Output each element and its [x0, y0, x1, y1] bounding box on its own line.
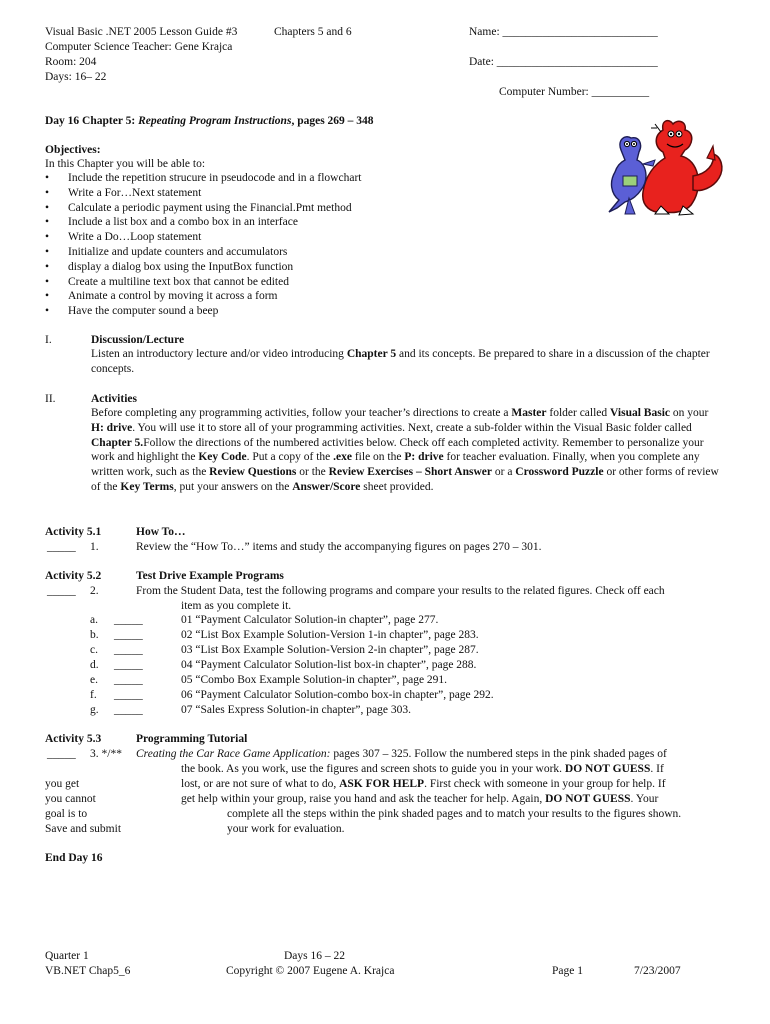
section-2-text	[91, 406, 721, 495]
day-heading	[45, 114, 374, 129]
section-2-part: Review Exercises – Short Answer	[328, 466, 492, 479]
section-2-part: . Put a copy of the	[246, 451, 334, 464]
days-line: Days: 16– 22	[45, 71, 107, 83]
activity-5-3-line5: complete all the steps within the pink shaded pages and to match your results to the figures shown.	[227, 808, 682, 820]
section-1-text	[91, 347, 721, 377]
cartoon-dragons-icon	[603, 116, 728, 218]
section-2-part: , put your answers on the	[173, 480, 293, 493]
activity-5-2-item-a-blank[interactable]: _____	[114, 614, 143, 626]
activity-5-3-line3	[181, 777, 666, 792]
section-2-part: H: drive	[91, 421, 133, 434]
activity-5-2-item-g-text: 07 “Sales Express Solution-in chapter”, page 303.	[181, 704, 411, 716]
activity-5-3-line2	[181, 762, 664, 777]
margin-note: Save and submit	[45, 823, 122, 835]
activity-5-3-line3-a: lost, or are not sure of what to do,	[181, 778, 340, 790]
item-letter: b.	[90, 629, 99, 641]
chapters-label: Chapters 5 and 6	[274, 26, 352, 38]
item-letter: g.	[90, 704, 99, 716]
section-2-part: Key Code	[198, 451, 247, 464]
day-heading-prefix: Day 16 Chapter 5:	[45, 115, 139, 127]
teacher-line: Computer Science Teacher: Gene Krajca	[45, 41, 233, 53]
objective-item: • Include the repetition strucure in pseudocode and in a flowchart	[45, 171, 361, 186]
day-heading-suffix: , pages 269 – 348	[291, 115, 374, 127]
activity-5-3-line4-b: DO NOT GUESS	[545, 793, 631, 805]
red-dragon	[643, 121, 722, 215]
activity-5-3-line1-rest: pages 307 – 325. Follow the numbered steps in the pink shaded pages of	[330, 748, 667, 760]
objective-item: • Have the computer sound a beep	[45, 304, 361, 319]
activity-5-2-item-c-blank[interactable]: _____	[114, 644, 143, 656]
section-2-part: for teacher evaluation. Finally, when you complete any written work, such as the	[91, 451, 700, 479]
section-2-part: P: drive	[404, 451, 444, 464]
section-2-part: folder called	[546, 407, 611, 419]
activity-5-3-label: Activity 5.3	[45, 733, 102, 745]
activity-5-2-label: Activity 5.2	[45, 570, 102, 582]
margin-note: you get	[45, 778, 80, 790]
activity-5-3-line6: your work for evaluation.	[227, 823, 345, 835]
section-2-part: Master	[511, 407, 547, 419]
activity-5-2-checkbox-blank[interactable]: _____	[47, 585, 76, 597]
section-1-text-b: and its concepts. Be prepared to share in a discussion of the chapter concepts.	[91, 348, 710, 375]
objective-item: • Initialize and update counters and accumulators	[45, 245, 361, 260]
activity-5-1-text: Review the “How To…” items and study the accompanying figures on pages 270 – 301.	[136, 541, 542, 553]
footer-days: Days 16 – 22	[284, 950, 346, 962]
footer-copyright: Copyright © 2007 Eugene A. Krajca	[226, 965, 395, 977]
day-heading-italic: Repeating Program Instructions	[138, 115, 292, 127]
section-2-part: on your	[670, 407, 709, 419]
margin-note: goal is to	[45, 808, 88, 820]
activity-5-2-item-f-blank[interactable]: _____	[114, 689, 143, 701]
activity-5-3-line1	[136, 747, 667, 762]
activity-5-2-item-d-text: 04 “Payment Calculator Solution-list box-in chapter”, page 288.	[181, 659, 477, 671]
activity-5-2-text-line1: From the Student Data, test the following programs and compare your results to the related figures. Check off each	[136, 585, 665, 597]
footer-quarter: Quarter 1	[45, 950, 89, 962]
objectives-title: Objectives:	[45, 144, 101, 156]
item-letter: c.	[90, 644, 98, 656]
objective-item: • Calculate a periodic payment using the Financial.Pmt method	[45, 201, 361, 216]
activity-5-2-item-g-blank[interactable]: _____	[114, 704, 143, 716]
section-2-part: Follow the directions of the numbered activities below. Check off each completed activity. Remember to personalize your work and highlight the	[91, 436, 704, 464]
margin-note: you cannot	[45, 793, 96, 805]
footer-file: VB.NET Chap5_6	[45, 965, 131, 977]
activity-5-2-item-b-blank[interactable]: _____	[114, 629, 143, 641]
item-letter: e.	[90, 674, 98, 686]
activity-5-2-item-b	[90, 628, 99, 643]
section-2-part: Chapter 5.	[91, 436, 144, 449]
footer-page: Page 1	[552, 965, 583, 977]
activity-5-2-item-e-text: 05 “Combo Box Example Solution-in chapter”, page 291.	[181, 674, 448, 686]
item-letter: a.	[90, 614, 98, 626]
activity-5-2-item-a-text: 01 “Payment Calculator Solution-in chapter”, page 277.	[181, 614, 439, 626]
section-2-part: or a	[491, 466, 516, 479]
activity-5-2-item-g	[90, 703, 99, 718]
section-2-part: sheet provided.	[360, 480, 434, 493]
objective-item: • Write a For…Next statement	[45, 186, 361, 201]
activity-5-2-item-c	[90, 643, 98, 658]
activity-5-3-line4	[181, 792, 658, 807]
activity-5-2-title: Test Drive Example Programs	[136, 570, 284, 582]
section-2-part: file on the	[351, 451, 405, 464]
objective-item: • Animate a control by moving it across a form	[45, 289, 361, 304]
section-1-text-a: Listen an introductory lecture and/or video introducing	[91, 348, 347, 360]
date-field: Date: ____________________________	[469, 56, 658, 68]
objectives-list	[45, 171, 361, 319]
activity-5-3-line3-c: . First check with someone in your group for help. If	[424, 778, 666, 790]
activity-5-3-italic-intro: Creating the Car Race Game Application:	[136, 748, 331, 760]
section-2-part: . You will use it to store all of your programming activities. Next, create a sub-folder within the Visual Basic folder called	[132, 421, 692, 434]
section-2-part: or the	[296, 466, 329, 479]
activity-5-1-checkbox-blank[interactable]: _____	[47, 541, 76, 553]
objective-item: • display a dialog box using the InputBox function	[45, 260, 361, 275]
section-2-numeral: II.	[45, 393, 56, 405]
end-day-heading: End Day 16	[45, 852, 103, 864]
activity-5-3-title: Programming Tutorial	[136, 733, 248, 745]
objective-item: • Create a multiline text box that cannot be edited	[45, 275, 361, 290]
activity-5-2-number: 2.	[90, 585, 99, 597]
activity-5-2-item-d-blank[interactable]: _____	[114, 659, 143, 671]
activity-5-2-item-e-blank[interactable]: _____	[114, 674, 143, 686]
activity-5-3-line2-c: . If	[650, 763, 664, 775]
footer-date: 7/23/2007	[634, 965, 681, 977]
activity-5-2-item-f-text: 06 “Payment Calculator Solution-combo box-in chapter”, page 292.	[181, 689, 494, 701]
activity-5-3-line2-b: DO NOT GUESS	[564, 763, 651, 775]
objective-item: • Write a Do…Loop statement	[45, 230, 361, 245]
activity-5-3-line4-c: . Your	[630, 793, 659, 805]
name-field: Name: ___________________________	[469, 26, 658, 38]
activity-5-2-text-line2: item as you complete it.	[181, 600, 292, 612]
section-2-part: Review Questions	[209, 466, 297, 479]
activity-5-1-title: How To…	[136, 526, 186, 538]
course-title: Visual Basic .NET 2005 Lesson Guide #3	[45, 26, 238, 38]
section-2-part: or other forms of review of the	[91, 466, 719, 493]
activity-5-2-item-d	[90, 658, 99, 673]
section-2-title: Activities	[91, 393, 137, 405]
activity-5-3-number: 3. */**	[90, 748, 122, 760]
section-1-text-bold: Chapter 5	[346, 348, 397, 360]
section-2-part: Key Terms	[120, 480, 174, 493]
activity-5-3-checkbox-blank[interactable]: _____	[47, 748, 76, 760]
activity-5-3-line3-b: ASK FOR HELP	[339, 778, 425, 790]
section-1-numeral: I.	[45, 334, 52, 346]
section-1-title: Discussion/Lecture	[91, 334, 185, 346]
section-2-part: Answer/Score	[292, 480, 361, 493]
item-letter: f.	[90, 689, 97, 701]
computer-number-field: Computer Number: __________	[499, 86, 650, 98]
section-2-part: Visual Basic	[610, 407, 670, 419]
item-letter: d.	[90, 659, 99, 671]
activity-5-3-line2-a: the book. As you work, use the figures and screen shots to guide you in your work.	[181, 763, 565, 775]
activity-5-1-number: 1.	[90, 541, 99, 553]
objectives-intro: In this Chapter you will be able to:	[45, 158, 206, 170]
activity-5-2-item-c-text: 03 “List Box Example Solution-Version 2-in chapter”, page 287.	[181, 644, 479, 656]
activity-5-2-item-b-text: 02 “List Box Example Solution-Version 1-in chapter”, page 283.	[181, 629, 479, 641]
section-2-part: Crossword Puzzle	[515, 466, 604, 479]
activity-5-2-item-e	[90, 673, 98, 688]
activity-5-2-item-f	[90, 688, 97, 703]
room-line: Room: 204	[45, 56, 97, 68]
activity-5-2-item-a	[90, 613, 98, 628]
activity-5-1-label: Activity 5.1	[45, 526, 102, 538]
objective-item: • Include a list box and a combo box in an interface	[45, 215, 361, 230]
activity-5-3-line4-a: get help within your group, raise you hand and ask the teacher for help. Again,	[181, 793, 546, 805]
section-2-part: .exe	[333, 451, 352, 464]
section-2-part: Before completing any programming activities, follow your teacher’s directions to create a	[91, 407, 512, 419]
